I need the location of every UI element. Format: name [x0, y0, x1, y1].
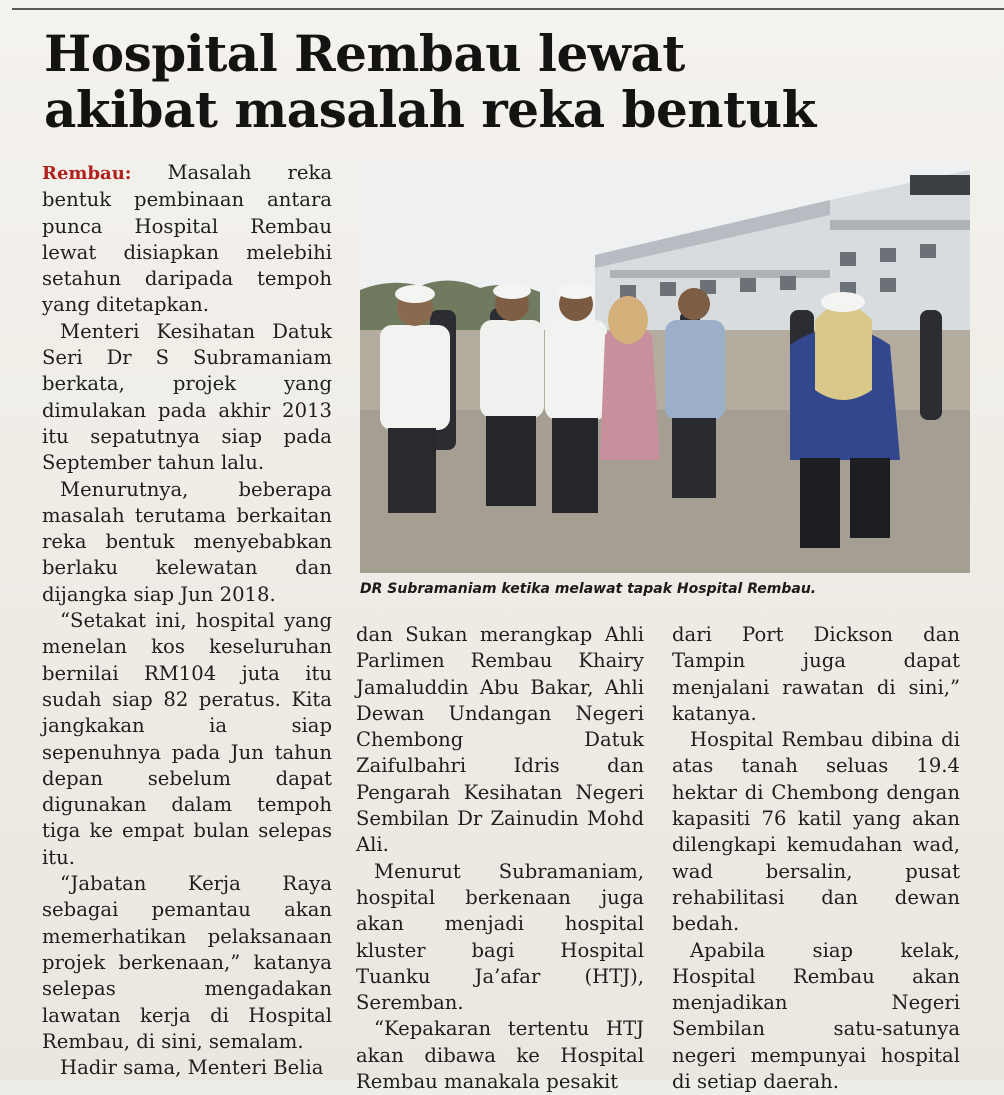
paragraph: Apabila siap kelak, Hospital Rembau akan menjadikan Negeri Sembilan satu-satunya negeri mempunyai hospital di setiap daerah. [672, 938, 960, 1094]
paragraph: dan Sukan merangkap Ahli Parlimen Rembau Khairy Jamaluddin Abu Bakar, Ahli Dewan Undangan Negeri Chembong Datuk Zaifulbahri Idris dan Pengarah Kesihatan Negeri Sembilan Dr Zainudin Mohd Ali. [356, 623, 644, 857]
column-1 [42, 160, 332, 1081]
top-rule [12, 8, 1004, 10]
paragraph: “Setakat ini, hospital yang menelan kos keseluruhan bernilai RM104 juta itu sudah siap 82 peratus. Kita jangkakan ia siap sepenuhnya pada Jun tahun depan sebelum dapat digunakan dalam tempoh tiga ke empat bulan selepas itu. [42, 609, 332, 869]
headline-line-1: Hospital Rembau lewat [44, 24, 685, 83]
paragraph: Menurutnya, beberapa masalah terutama berkaitan reka bentuk menyebabkan berlaku kelewatan dan dijangka siap Jun 2018. [42, 477, 332, 606]
photo-caption: DR Subramaniam ketika melawat tapak Hospital Rembau. [360, 581, 817, 597]
headline-line-2: akibat masalah reka bentuk [44, 80, 816, 139]
paragraph: Menteri Kesihatan Datuk Seri Dr S Subramaniam berkata, projek yang dimulakan pada akhir 2013 itu sepatutnya siap pada September tahun lalu. [42, 319, 332, 475]
headline [44, 26, 974, 138]
paragraph-text: Masalah reka bentuk pembinaan antara punca Hospital Rembau lewat disiapkan melebihi setahun daripada tempoh yang ditetapkan. [42, 161, 332, 317]
paragraph: Hadir sama, Menteri Belia [60, 1056, 324, 1080]
paragraph: “Jabatan Kerja Raya sebagai pemantau akan memerhatikan pelaksanaan projek berkenaan,” katanya selepas mengadakan lawatan kerja di Hospital Rembau, di sini, semalam. [42, 872, 332, 1053]
photo-illustration [360, 160, 970, 573]
paragraph: dari Port Dickson dan Tampin juga dapat menjalani rawatan di sini,” katanya. [672, 623, 960, 725]
column-3 [672, 622, 960, 1095]
column-2 [356, 622, 644, 1095]
paragraph: “Kepakaran tertentu HTJ akan dibawa ke Hospital Rembau manakala pesakit [356, 1017, 644, 1094]
paragraph [42, 160, 332, 319]
paragraph: Hospital Rembau dibina di atas tanah seluas 19.4 hektar di Chembong dengan kapasiti 76 katil yang akan dilengkapi kemudahan wad, wad bersalin, pusat rehabilitasi dan dewan bedah. [672, 728, 960, 936]
paragraph: Menurut Subramaniam, hospital berkenaan juga akan menjadi hospital kluster bagi Hospital Tuanku Ja’afar (HTJ), Seremban. [356, 859, 644, 1015]
dateline: Rembau: [42, 163, 132, 184]
news-photo [360, 160, 970, 573]
